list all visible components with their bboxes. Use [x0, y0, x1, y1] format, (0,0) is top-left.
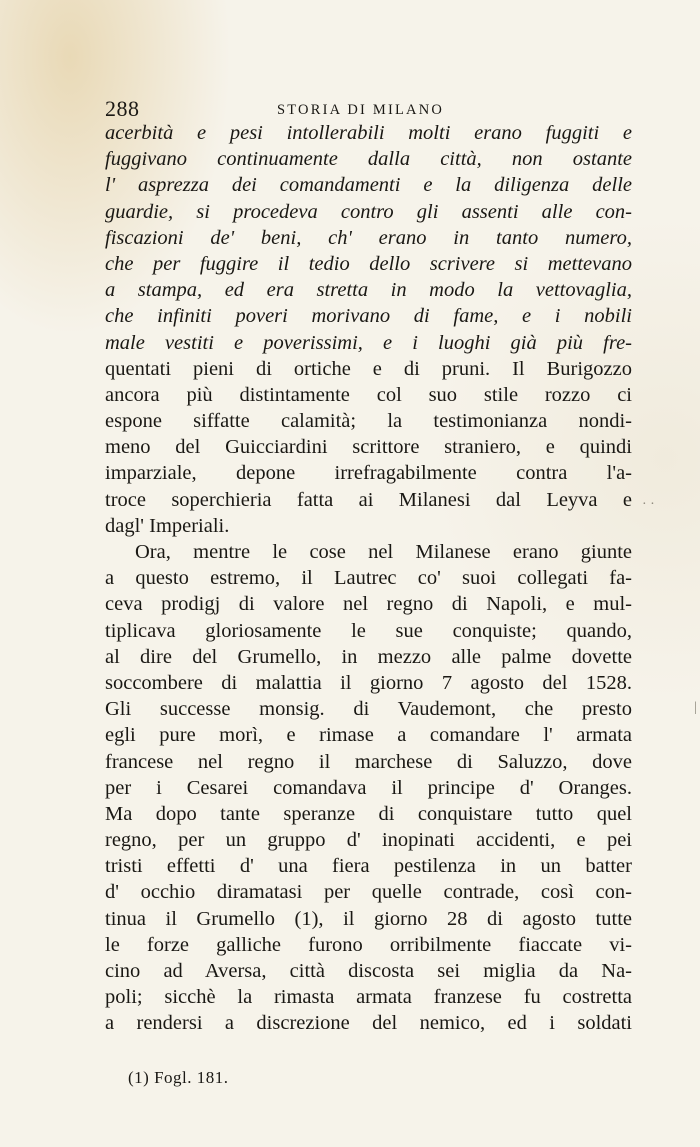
text-line: egli pure morì, e rimase a comandare l' armata [105, 724, 632, 747]
text-line: l' asprezza dei comandamenti e la diligenza delle [105, 174, 632, 197]
running-title: STORIA DI MILANO [277, 102, 445, 118]
text-line: a rendersi a discrezione del nemico, ed i soldati [105, 1012, 632, 1035]
body-text [105, 120, 632, 1037]
text-line: Ma dopo tante speranze di conquistare tutto quel [105, 802, 632, 825]
text-line: tristi effetti d' una fiera pestilenza in un batter [105, 855, 632, 878]
text-line: al dire del Grumello, in mezzo alle palme dovette [105, 645, 632, 668]
text-line: regno, per un gruppo d' inopinati accidenti, e pei [105, 829, 632, 852]
text-line: soccombere di malattia il giorno 7 agosto del 1528. [105, 671, 632, 694]
text-line: ancora più distintamente col suo stile rozzo ci [105, 383, 632, 406]
text-line: che per fuggire il tedio dello scrivere si mettevano [105, 252, 632, 275]
text-line: a questo estremo, il Lautrec co' suoi collegati fa- [105, 567, 632, 590]
text-line: a stampa, ed era stretta in modo la vettovaglia, [105, 279, 632, 302]
text-line: cino ad Aversa, città discosta sei miglia da Na- [105, 960, 632, 982]
text-line: fiscazioni de' beni, ch' erano in tanto numero, [105, 226, 632, 249]
text-line: Ora, mentre le cose nel Milanese erano giunte [135, 541, 632, 563]
text-line: per i Cesarei comandava il principe d' Oranges. [105, 776, 632, 799]
text-line: imparziale, depone irrefragabilmente contra l'a- [105, 462, 632, 485]
text-line: che infiniti poveri morivano di fame, e i nobili [105, 305, 632, 328]
text-line: espone siffatte calamità; la testimonianza nondi- [105, 410, 632, 433]
text-line: fuggivano continuamente dalla città, non ostante [105, 148, 632, 171]
text-line: quentati pieni di ortiche e di pruni. Il Burigozzo [105, 357, 632, 380]
text-line: ceva prodigj di valore nel regno di Napoli, e mul- [105, 593, 632, 616]
page-number: 288 [105, 96, 140, 121]
text-line: troce soperchieria fatta ai Milanesi dal Leyva e [105, 488, 632, 511]
text-line: guardie, si procedeva contro gli assenti alle con- [105, 200, 632, 223]
text-line: Gli successe monsig. di Vaudemont, che presto [105, 698, 632, 721]
text-line: acerbità e pesi intollerabili molti erano fuggiti e [105, 122, 632, 144]
text-line: francese nel regno il marchese di Saluzzo, dove [105, 750, 632, 773]
paper-speck-mark: · · [642, 497, 655, 512]
text-line: dagl' Imperiali. [105, 514, 230, 537]
text-line: poli; sicchè la rimasta armata franzese fu costretta [105, 986, 632, 1009]
text-line: tinua il Grumello (1), il giorno 28 di agosto tutte [105, 907, 632, 930]
footnote: (1) Fogl. 181. [128, 1068, 229, 1087]
text-line: meno del Guicciardini scrittore straniero, e quindi [105, 436, 632, 459]
text-line: tiplicava gloriosamente le sue conquiste; quando, [105, 619, 632, 642]
text-line: d' occhio diramatasi per quelle contrade, così con- [105, 881, 632, 904]
text-line: le forze galliche furono orribilmente fiaccate vi- [105, 933, 632, 956]
paper-speck-mark: | [694, 700, 697, 715]
text-line: male vestiti e poverissimi, e i luoghi già più fre- [105, 331, 632, 354]
